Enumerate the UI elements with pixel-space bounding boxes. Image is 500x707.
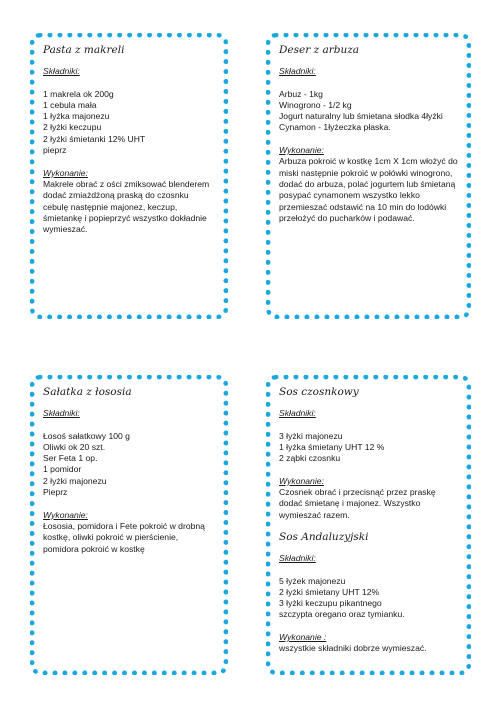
method-text: Makrele obrać z ości zmiksować blenderem dodać zmiażdżoną praską do czosnku cebulę następnie majonez, keczup, śmietankę i popieprzyć wszystko dokładnie wymieszać. xyxy=(43,178,210,235)
ingredient-item: 1 makrela ok 200g xyxy=(43,88,114,99)
ingredient-item: Ser Feta 1 op. xyxy=(43,453,98,464)
ingredients-label: Składniki: xyxy=(43,408,80,418)
method-text: Czosnek obrać i przecisnąć przez praskę dodać śmietanę i majonez. Wszystko wymieszać razem. xyxy=(279,487,436,520)
ingredient-item: pieprz xyxy=(43,145,67,156)
recipe-title: Sos czosnkowy xyxy=(279,386,359,398)
method-label: Wykonanie: xyxy=(279,475,324,486)
ingredients-label: Składniki: xyxy=(279,66,316,76)
ingredient-item: Cynamon - 1łyżeczka płaska. xyxy=(279,122,391,133)
ingredient-item: szczypta oregano oraz tymianku. xyxy=(279,609,405,620)
recipe-title: Deser z arbuza xyxy=(279,44,360,56)
ingredient-item: Oliwki ok 20 szt. xyxy=(43,441,106,452)
ingredient-item: 3 łyżki majonezu xyxy=(279,430,343,441)
method-label: Wykonanie: xyxy=(279,145,324,156)
ingredient-item: 3 łyżki keczupu pikantnego xyxy=(279,598,382,609)
ingredient-item: Pieprz xyxy=(43,487,68,498)
ingredient-item: 2 ząbki czosnku xyxy=(279,453,341,464)
recipe-card-deser-z-arbuza xyxy=(266,33,471,319)
ingredient-item: Łosoś sałatkowy 100 g xyxy=(43,430,130,441)
method-label: Wykonanie: xyxy=(43,167,88,178)
recipe-card-salatka-z-lososia xyxy=(30,375,228,675)
ingredient-item: 1 łyżka śmietany UHT 12 % xyxy=(279,441,385,452)
ingredient-item: 2 łyżki majonezu xyxy=(43,475,107,486)
ingredient-item: 2 łyżki keczupu xyxy=(43,122,102,133)
ingredient-item: Winogrono - 1/2 kg xyxy=(279,99,352,110)
recipe-card-pasta-z-makreli xyxy=(30,33,228,319)
recipe-title: Sałatka z łososia xyxy=(43,386,132,398)
ingredient-item: 5 łyżek majonezu xyxy=(279,575,346,586)
ingredient-item: 1 cebula mała xyxy=(43,99,97,110)
method-text: Arbuza pokroić w kostkę 1cm X 1cm włożyć do miski następnie pokroić w połówki winogrono, dodać do arbuza, polać jogurtem lub śmietaną posypać cynamonem wszystko lekko przemieszać odstawić na 10 min do lodówki przełożyć do pucharków i podawać. xyxy=(279,156,458,223)
method-label: Wykonanie: xyxy=(43,509,88,520)
ingredient-item: 1 łyżka majonezu xyxy=(43,111,110,122)
method-text: wszystkie składniki dobrze wymieszać. xyxy=(279,643,427,654)
ingredient-item: 2 łyżki śmietany UHT 12% xyxy=(279,586,380,597)
method-text: Łososia, pomidora i Fete pokroić w drobną kostkę, oliwki pokroić w pierścienie, pomidora pokroić w kostkę xyxy=(43,520,205,554)
recipe-subtitle: Sos Andaluzyjski xyxy=(279,530,369,543)
method-label: Wykonanie : xyxy=(279,632,327,643)
ingredient-item: 1 pomidor xyxy=(43,464,82,475)
ingredient-item: Arbuz - 1kg xyxy=(279,88,323,99)
recipe-card-sos-czosnkowy xyxy=(266,375,471,675)
ingredients-label: Składniki: xyxy=(279,408,316,418)
ingredient-item: Jogurt naturalny lub śmietana słodka 4łyżki xyxy=(279,111,443,122)
recipe-title: Pasta z makreli xyxy=(43,44,125,56)
ingredient-item: 2 łyżki śmietanki 12% UHT xyxy=(43,133,146,144)
ingredients-label: Składniki: xyxy=(43,66,80,76)
ingredients-label: Składniki: xyxy=(279,552,316,563)
